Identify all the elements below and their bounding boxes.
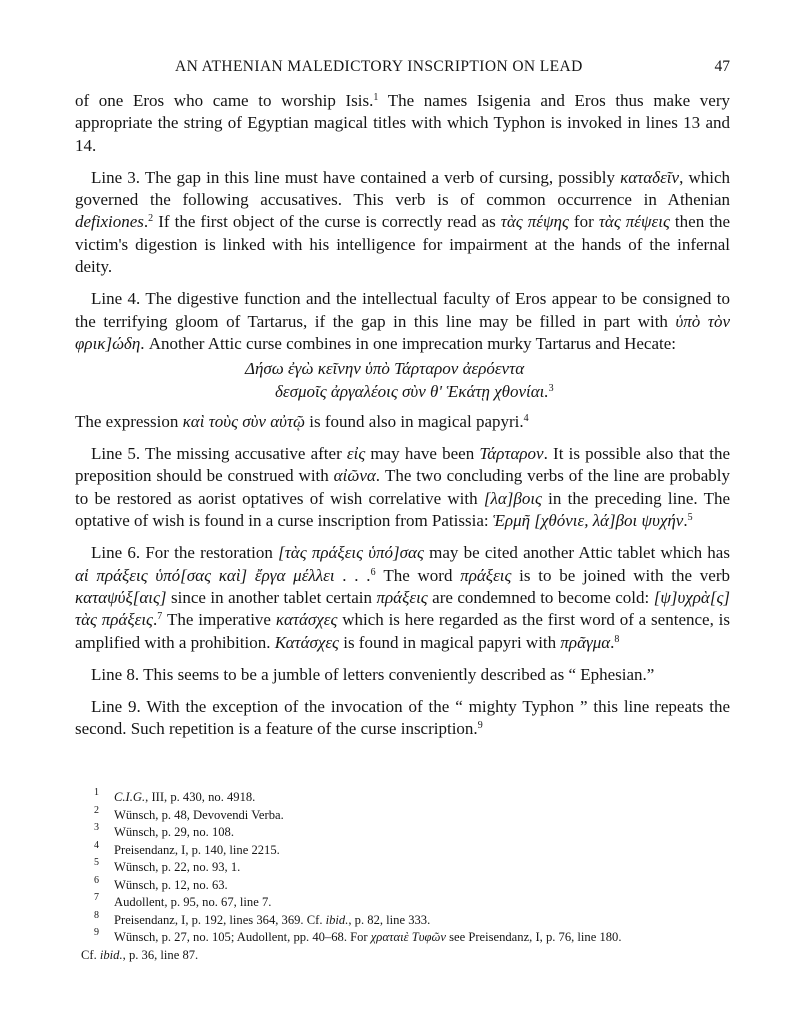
text: Wünsch, p. 29, no. 108. xyxy=(114,825,234,839)
text: of one Eros who came to worship Isis. xyxy=(75,91,374,110)
footnote-ref: 5 xyxy=(687,512,693,524)
text: The expression xyxy=(75,411,183,431)
greek-text: [ψ]υχρὰ[ς] τὰς πράξεις xyxy=(75,587,730,630)
greek-text: αἱ πράξεις ὑπό[σας καὶ] ἔργα μέλλει xyxy=(75,565,335,585)
greek-text: ὑπὸ τὸν φρικ]ώδη xyxy=(75,311,730,353)
text: . xyxy=(152,610,158,630)
greek-text: πράξεις xyxy=(460,565,512,585)
paragraph-line-9 xyxy=(75,696,730,741)
text: which is here regarded as the first word of a sentence, is amplified with a prohibition. xyxy=(75,610,730,652)
footnote-ref: 9 xyxy=(477,720,483,732)
text: Line 4. The digestive function and the intellectual faculty of Eros appear to be consigned to the terrifying gloom of Tartarus, if the gap in this line may be filled in part with xyxy=(75,289,730,331)
text: then the victim's digestion is linked with his intelligence for impairment at the hands of the infernal deity. xyxy=(75,212,731,277)
footnote xyxy=(94,909,734,930)
text: . Another Attic curse combines in one imprecation murky Tartarus and Hecate: xyxy=(140,333,676,353)
footnote xyxy=(94,789,734,807)
text: Cf. xyxy=(81,947,100,962)
greek-text: τὰς πέψεις xyxy=(598,212,670,232)
footnote xyxy=(94,839,734,860)
text: , III, p. 430, no. 4918. xyxy=(145,790,256,804)
footnote xyxy=(94,929,734,947)
paragraph-line-4 xyxy=(75,288,730,355)
footnote-number: 1 xyxy=(94,787,99,798)
greek-text: κατάσχες xyxy=(275,610,338,630)
italic-text: ibid. xyxy=(99,947,123,962)
greek-text: καταδεῖν xyxy=(620,167,680,187)
text: Audollent, p. 95, no. 67, line 7. xyxy=(114,895,272,909)
footnote-ref: 6 xyxy=(370,566,376,578)
footnote-number: 5 xyxy=(94,857,99,868)
footnote xyxy=(94,859,734,877)
text: . It is possible also that the preposition should be construed with xyxy=(75,444,730,486)
greek-text: [λα]βοις xyxy=(483,488,542,508)
text: δεσμοῖς ἀργαλέοις σὺν θ' Ἑκάτῃ χθονίαι. xyxy=(275,381,549,401)
footnote-ref: 2 xyxy=(148,213,154,225)
footnotes xyxy=(81,787,734,964)
greek-text: καὶ τοὺς σὺν αὐτῷ xyxy=(182,411,306,431)
text: If the first object of the curse is correctly read as xyxy=(153,212,501,232)
text: Preisendanz, I, p. 192, lines 364, 369. Cf. xyxy=(114,912,326,927)
text: Wünsch, p. 22, no. 93, 1. xyxy=(114,860,241,874)
text: . The two concluding verbs of the line are probably to be restored as aorist optatives of wish correlative with xyxy=(75,466,730,508)
text: Line 3. The gap in this line must have contained a verb of cursing, possibly xyxy=(91,167,621,187)
italic-text: C.I.G. xyxy=(114,790,146,804)
text: . xyxy=(610,632,615,652)
footnote-ref: 3 xyxy=(548,382,554,394)
footnote-number: 9 xyxy=(94,927,99,938)
greek-text: καταψύξ[αις] xyxy=(75,587,167,607)
text: Line 5. The missing accusative after xyxy=(91,444,347,464)
text: may be cited another Attic tablet which has xyxy=(423,543,730,563)
text: is to be joined with the verb xyxy=(511,565,730,585)
text: may have been xyxy=(365,444,480,464)
text: . xyxy=(683,511,688,531)
body-text xyxy=(75,90,730,751)
footnote-number: 3 xyxy=(94,822,99,833)
text: Wünsch, p. 12, no. 63. xyxy=(114,877,228,892)
paragraph-expression xyxy=(75,411,730,433)
text: The word xyxy=(375,565,461,585)
footnote xyxy=(94,894,734,912)
text: , p. 36, line 87. xyxy=(122,947,199,962)
paragraph-line-3 xyxy=(75,167,730,278)
text: Preisendanz, I, p. 140, line 2215. xyxy=(114,842,280,857)
text: Line 9. With the exception of the invocation of the “ mighty Typhon ” this line repeats the second. Such repetition is a feature of the curse inscription. xyxy=(75,697,730,739)
footnote-ref: 4 xyxy=(523,412,529,424)
greek-text: [τὰς πράξεις ὑπό]σας xyxy=(278,543,424,563)
greek-text: Κατάσχες xyxy=(274,632,339,652)
text: in the preceding line. The optative of wish is found in a curse inscription from Patissia: xyxy=(75,488,730,531)
text: see Preisendanz, I, p. 76, line 180. xyxy=(445,930,622,944)
greek-text: πράξεις xyxy=(376,587,428,607)
footnote-ref: 7 xyxy=(157,611,163,623)
text: is found also in magical papyri. xyxy=(305,411,524,431)
greek-text: εἰς xyxy=(346,444,366,464)
text: for xyxy=(568,212,599,232)
paragraph-line-5 xyxy=(75,443,730,532)
text: The names Isigenia and Eros thus make very appropriate the string of Egyptian magical titles with which Typhon is invoked in lines 13 and 14. xyxy=(75,91,730,155)
italic-text: ibid. xyxy=(325,912,349,927)
running-title: AN ATHENIAN MALEDICTORY INSCRIPTION ON LEAD xyxy=(175,58,583,75)
greek-text: αἰῶνα xyxy=(333,466,376,486)
text: The imperative xyxy=(162,610,276,630)
page-number: 47 xyxy=(714,58,730,75)
greek-text: Ἑρμῆ [χθόνιε, λά]βοι ψυχήν xyxy=(492,511,684,531)
greek-text: Τάρταρον xyxy=(479,444,544,464)
text: . xyxy=(143,212,149,232)
footnote-continuation xyxy=(81,947,734,965)
greek-text: τὰς πέψης xyxy=(500,212,569,232)
footnote xyxy=(94,874,734,895)
italic-text: defixiones xyxy=(75,212,144,232)
footnote xyxy=(94,824,734,842)
footnote-number: 7 xyxy=(94,892,99,903)
verse-line: Δήσω ἐγὼ κεῖνην ὑπὸ Τάρταρον ἀερόεντα xyxy=(245,359,525,379)
greek-text: χραταιὲ Τυφῶν xyxy=(370,930,446,944)
paragraph-line-6 xyxy=(75,542,730,653)
verse-quotation xyxy=(75,358,730,403)
verse-line xyxy=(75,381,730,403)
footnote-number: 4 xyxy=(94,839,99,851)
greek-text: πρᾶγμα xyxy=(560,632,611,652)
footnote xyxy=(94,804,734,825)
footnote-number: 8 xyxy=(94,909,99,921)
footnote-ref: 8 xyxy=(614,633,620,645)
text: since in another tablet certain xyxy=(166,587,377,607)
text: Wünsch, p. 27, no. 105; Audollent, pp. 40–68. For xyxy=(114,930,371,944)
text: . . . xyxy=(334,565,371,585)
text: Line 8. This seems to be a jumble of letters conveniently described as “ Ephesian.” xyxy=(91,664,655,684)
text: , which governed the following accusatives. This verb is of common occurrence in Athenian xyxy=(75,167,730,210)
footnote-ref: 1 xyxy=(373,92,379,103)
running-header xyxy=(75,58,730,80)
text: , p. 82, line 333. xyxy=(348,912,431,927)
text: Line 6. For the restoration xyxy=(91,543,279,563)
paragraph-line-8 xyxy=(75,664,730,686)
footnote-number: 6 xyxy=(94,874,99,886)
paragraph-continuation xyxy=(75,90,730,157)
footnote-number: 2 xyxy=(94,804,99,816)
text: is found in magical papyri with xyxy=(338,632,561,652)
text: Wünsch, p. 48, Devovendi Verba. xyxy=(114,807,284,822)
text: are condemned to become cold: xyxy=(427,587,654,607)
